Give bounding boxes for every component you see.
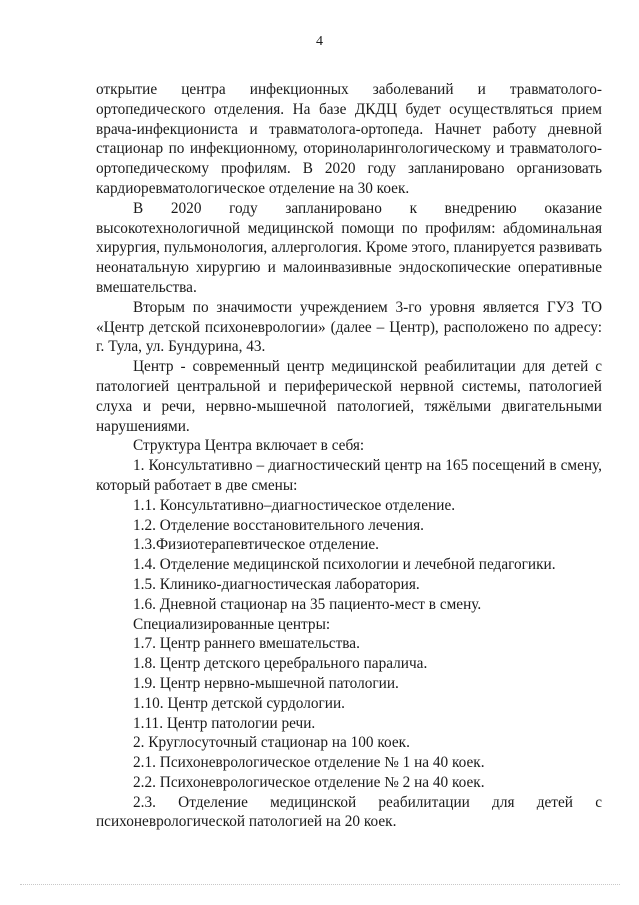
list-item: 1.8. Центр детского церебрального паралича. (133, 655, 428, 673)
list-item: 1.4. Отделение медицинской психологии и лечебной педагогики. (133, 556, 556, 574)
list-item: 2. Круглосуточный стационар на 100 коек. (133, 734, 410, 752)
list-item: 1.10. Центр детской сурдологии. (133, 694, 345, 712)
page-number: 4 (316, 34, 323, 49)
list-item: 2.1. Психоневрологическое отделение № 1 на 40 коек. (133, 754, 485, 772)
list-item: 1.11. Центр патологии речи. (133, 714, 316, 732)
list-item: 2.2. Психоневрологическое отделение № 2 на 40 коек. (133, 773, 485, 791)
text-line: 1. Консультативно – диагностический центр на 165 посещений в смену, (133, 457, 602, 475)
list-item: 1.1. Консультативно–диагностическое отделение. (133, 496, 456, 514)
document-body (96, 80, 602, 832)
text-line: психоневрологической патологией на 20 коек. (96, 813, 397, 831)
list-item: 1.5. Клинико-диагностическая лаборатория. (133, 575, 420, 593)
text-line: открытие центра инфекционных заболеваний и травматолого- (96, 81, 602, 98)
text-line: ортопедическому профилям. В 2020 году запланировано организовать (96, 160, 602, 178)
text-line: который работает в две смены: (96, 476, 298, 494)
text-line: г. Тула, ул. Бундурина, 43. (96, 338, 266, 356)
text-line: ортопедического отделения. На базе ДКДЦ будет осуществляться прием (96, 100, 602, 118)
text-line: врача-инфекциониста и травматолога-ортопеда. Начнет работу дневной (96, 120, 602, 138)
list-item: 1.3.Физиотерапевтическое отделение. (133, 536, 379, 554)
text-line: Центр - современный центр медицинской реабилитации для детей с (133, 358, 602, 376)
text-line: слуха и речи, нервно-мышечной патологией, тяжёлыми двигательными (96, 397, 602, 415)
text-line: вмешательства. (96, 278, 197, 296)
text-line: хирургия, пульмонология, аллергология. Кроме этого, планируется развивать (96, 239, 602, 257)
text-line: кардиоревматологическое отделение на 30 коек. (96, 179, 410, 197)
list-item: 1.7. Центр раннего вмешательства. (133, 635, 360, 653)
text-line: нарушениями. (96, 417, 190, 435)
text-line: патологией центральной и периферической нервной системы, патологией (96, 377, 602, 395)
list-heading: Специализированные центры: (133, 615, 331, 633)
list-item: 1.6. Дневной стационар на 35 пациенто-мест в смену. (133, 595, 482, 613)
text-line: Структура Центра включает в себя: (133, 437, 365, 455)
list-item: 1.2. Отделение восстановительного лечения. (133, 516, 424, 534)
text-line: «Центр детской психоневрологии» (далее – Центр), расположено по адресу: (96, 318, 602, 336)
text-line: стационар по инфекционному, оториноларингологическому и травматолого- (96, 140, 602, 158)
text-line: высокотехнологичной медицинской помощи по профилям: абдоминальная (96, 219, 602, 237)
text-line: Вторым по значимости учреждением 3-го уровня является ГУЗ ТО (133, 298, 602, 316)
list-item: 1.9. Центр нервно-мышечной патологии. (133, 674, 399, 692)
scan-artifact-line (20, 884, 620, 887)
text-line: В 2020 году запланировано к внедрению оказание (133, 199, 602, 217)
text-line: неонатальную хирургию и малоинвазивные эндоскопические оперативные (96, 259, 602, 277)
list-item: 2.3. Отделение медицинской реабилитации для детей с (133, 793, 602, 811)
